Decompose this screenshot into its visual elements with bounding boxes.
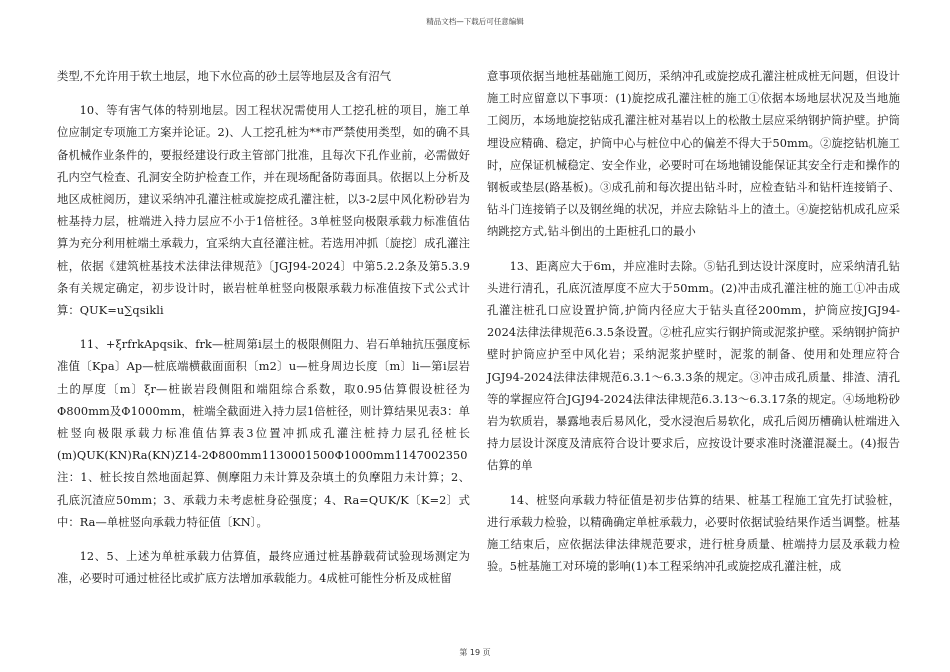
paragraph: 意事项依据当地桩基础施工阅历，采纳冲孔或旋挖成孔灌注桩成桩无问题，但设计施工时应留意以下事项：(1)旋挖成孔灌注桩的施工①依据本场地层状况及当地施工阅历，本场地旋挖钻成孔灌注桩对基岩以上的松散土层应采纳钢护筒护壁。护筒埋设应精确、稳定，护筒中心与桩位中心的偏差不得大于50mm。②旋挖钻机施工时，应保证机械稳定、安全作业，必要时可在场地铺设能保证其安全行走和操作的钢板或垫层(路基板)。③成孔前和每次提出钻斗时，应检查钻斗和钻杆连接销子、钻斗门连接销子以及钢丝绳的状况，并应去除钻斗上的渣土。④旋挖钻机成孔应采纳跳挖方式,钻斗倒出的土距桩孔口的最小 [487, 70, 900, 239]
paragraph: 13、距离应大于6m，并应准时去除。⑤钻孔到达设计深度时，应采纳清孔钻头进行清孔，孔底沉渣厚度不应大于50mm。(2)冲击成孔灌注桩的施工①冲击成孔灌注桩孔口应设置护筒,护筒内径应大于钻头直径200mm，护筒应按JGJ94-2024法律法律规范6.3.5条设置。②桩孔应实行钢护筒或泥浆护壁。采纳钢护筒护壁时护筒应护至中风化岩；采纳泥浆护壁时，泥浆的制备、使用和处理应符合JGJ94-2024法律法律规范6.3.1～6.3.3条的规定。③冲击成孔质量、排渣、清孔等的掌握应符合JGJ94-2024法律法律规范6.3.13～6.3.17条的规定。④场地粉砂岩为软质岩，暴露地表后易风化，受水浸泡后易软化，成孔后阅历槽确认桩端进入持力层设计深度及清底符合设计要求后，应按设计要求准时浇灌混凝土。(4)报告估算的单 [487, 259, 900, 473]
paragraph: 14、桩竖向承载力特征值是初步估算的结果、桩基工程施工宜先打试验桩，进行承载力检验，以精确确定单桩承载力，必要时依据试验结果作适当调整。桩基施工结束后，应依据法律法律规范要求，进行桩身质量、桩端持力层及承载力检验。5桩基施工对环境的影响(1)本工程采纳冲孔或旋挖成孔灌注桩，成 [487, 493, 900, 574]
paragraph: 10、等有害气体的特别地层。因工程状况需使用人工挖孔桩的项目，施工单位应制定专项施工方案并论证。2)、人工挖孔桩为**市严禁使用类型，如的确不具备机械作业条件的，要报经建设行政主管部门批准，且每次下孔作业前，必需做好孔内空气检查、孔洞安全防护检查工作，并在现场配备防毒面具。依据以上分析及地区成桩阅历，建议采纳冲孔灌注桩或旋挖成孔灌注桩，以3-2层中风化粉砂岩为桩基持力层，桩端进入持力层应不小于1倍桩径。3单桩竖向极限承载力标准值估算为充分利用桩端土承载力，宜采纳大直径灌注桩。若选用冲抓〔旋挖〕成孔灌注桩，依据《建筑桩基技术法律法律规范》〔JGJ94-2024〕中第5.2.2条及第5.3.9条有关规定确定，初步设计时，嵌岩桩单桩竖向极限承载力标准值按下式公式计算：QUK=u∑qsikli [57, 104, 470, 318]
page-footer: 第 19 页 [459, 648, 491, 657]
page-header: 精品文档—下载后可任意编辑 [426, 17, 524, 26]
right-column [487, 66, 900, 590]
left-column [57, 66, 470, 602]
paragraph: 类型,不允许用于软土地层，地下水位高的砂土层等地层及含有沼气 [57, 70, 392, 83]
paragraph: 11、+ξrfrkApqsik、frk—桩周第i层土的极限侧阻力、岩石单轴抗压强度标准值〔Kpa〕Ap—桩底端横截面面积〔m2〕u—桩身周边长度〔m〕li—第i层岩土的厚度〔m〕ξr—桩嵌岩段侧阻和端阻综合系数，取0.95估算假设桩径为Φ800mm及Φ1000mm，桩端全截面进入持力层1倍桩径，则计算结果见表3：单桩竖向极限承载力标准值估算表3位置冲抓成孔灌注桩持力层孔径桩长(m)QUK(KN)Ra(KN)Z14-2Φ800mm1130001500Φ1000mm1147002350注：1、桩长按自然地面起算、侧摩阻力未计算及杂填土的负摩阻力未计算；2、孔底沉渣应50mm；3、承载力未考虑桩身砼强度；4、Ra=QUK/K〔K=2〕式中：Ra—单桩竖向承载力特征值〔KN〕。 [57, 338, 470, 529]
paragraph: 12、5、上述为单桩承载力估算值，最终应通过桩基静载荷试验现场测定为准，必要时可通过桩径比或扩底方法增加承载能力。4成桩可能性分析及成桩留 [57, 550, 470, 586]
